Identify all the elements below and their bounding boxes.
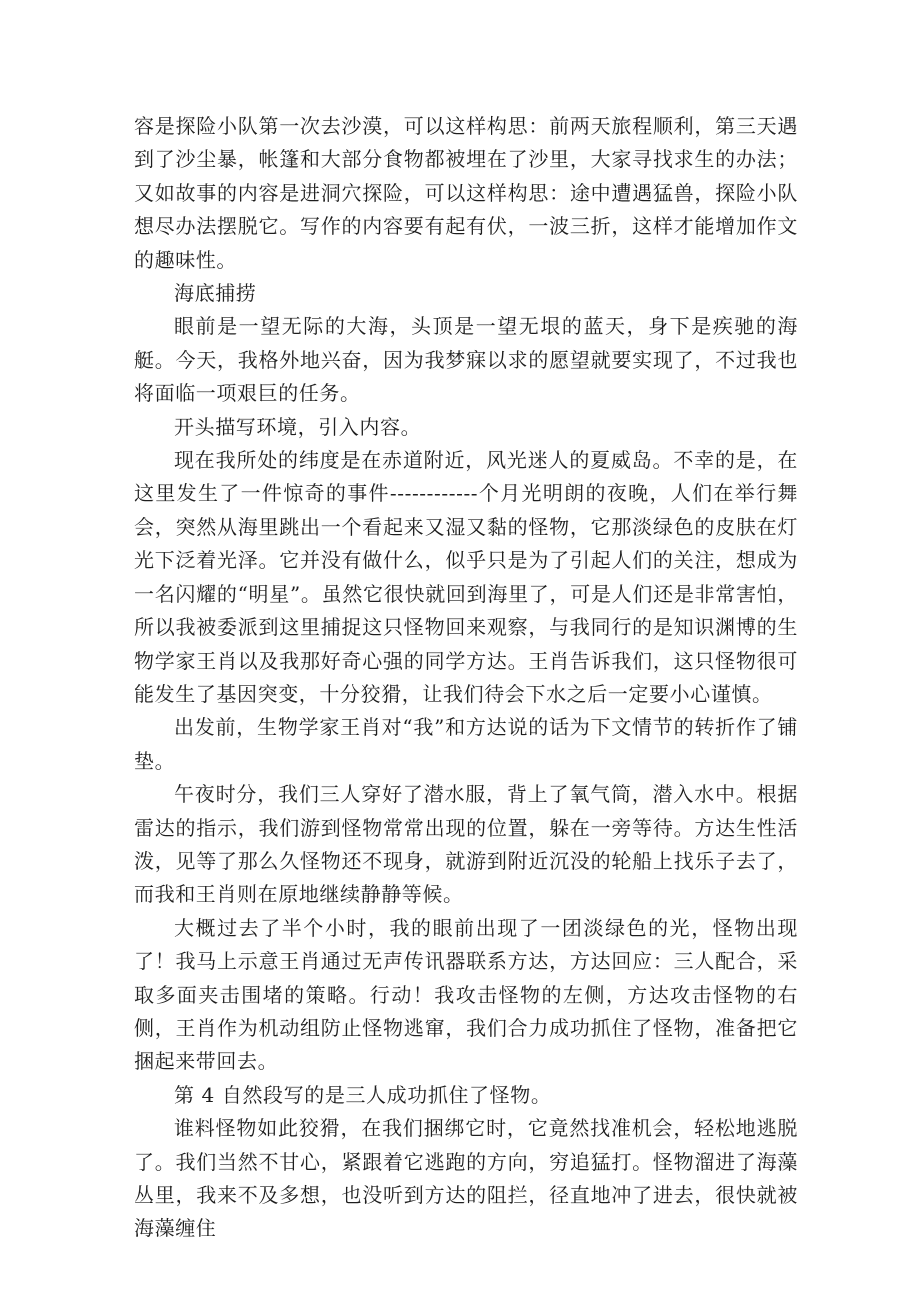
document-body [134,110,798,1246]
story-paragraph: 谁料怪物如此狡猾，在我们捆绑它时，它竟然找准机会，轻松地逃脱了。我们当然不甘心，紧跟着它逃跑的方向，穷追猛打。怪物溜进了海藻丛里，我来不及多想，也没听到方达的阻拦，径直地冲了进去，很快就被海藻缠住 [134,1116,798,1241]
commentary-note: 第 4 自然段写的是三人成功抓住了怪物。 [174,1082,552,1107]
story-paragraph: 大概过去了半个小时，我的眼前出现了一团淡绿色的光，怪物出现了！我马上示意王肖通过无声传讯器联系方达，方达回应：三人配合，采取多面夹击围堵的策略。行动！我攻击怪物的左侧，方达攻击怪物的右侧，王肖作为机动组防止怪物逃窜，我们合力成功抓住了怪物，准备把它捆起来带回去。 [134,915,798,1074]
commentary-note: 出发前，生物学家王肖对“我”和方达说的话为下文情节的转折作了铺垫。 [134,715,798,773]
story-paragraph: 眼前是一望无际的大海，头顶是一望无垠的蓝天，身下是疾驰的海艇。今天，我格外地兴奋，因为我梦寐以求的愿望就要实现了，不过我也将面临一项艰巨的任务。 [134,314,798,406]
story-paragraph: 午夜时分，我们三人穿好了潜水服，背上了氧气筒，潜入水中。根据雷达的指示，我们游到怪物常常出现的位置，躲在一旁等待。方达生性活泼，见等了那么久怪物还不现身，就游到附近沉没的轮船上找乐子去了，而我和王肖则在原地继续静静等候。 [134,782,798,907]
story-paragraph: 现在我所处的纬度是在赤道附近，风光迷人的夏威岛。不幸的是，在这里发生了一件惊奇的事件------------个月光明朗的夜晚，人们在举行舞会，突然从海里跳出一个看起来又湿又黏的怪物，它那淡绿色的皮肤在灯光下泛着光泽。它并没有做什么，似乎只是为了引起人们的关注，想成为一名闪耀的“明星”。虽然它很快就回到海里了，可是人们还是非常害怕，所以我被委派到这里捕捉这只怪物回来观察，与我同行的是知识渊博的生物学家王肖以及我那好奇心强的同学方达。王肖告诉我们，这只怪物很可能发生了基因突变，十分狡猾，让我们待会下水之后一定要小心谨慎。 [134,448,798,706]
story-title: 海底捕捞 [174,281,257,306]
paragraph-continuation: 容是探险小队第一次去沙漠，可以这样构思：前两天旅程顺利，第三天遇到了沙尘暴，帐篷和大部分食物都被埋在了沙里，大家寻找求生的办法；又如故事的内容是进洞穴探险，可以这样构思：途中遭遇猛兽，探险小队想尽办法摆脱它。写作的内容要有起有伏，一波三折，这样才能增加作文的趣味性。 [134,114,798,272]
commentary-note: 开头描写环境，引入内容。 [174,414,422,439]
